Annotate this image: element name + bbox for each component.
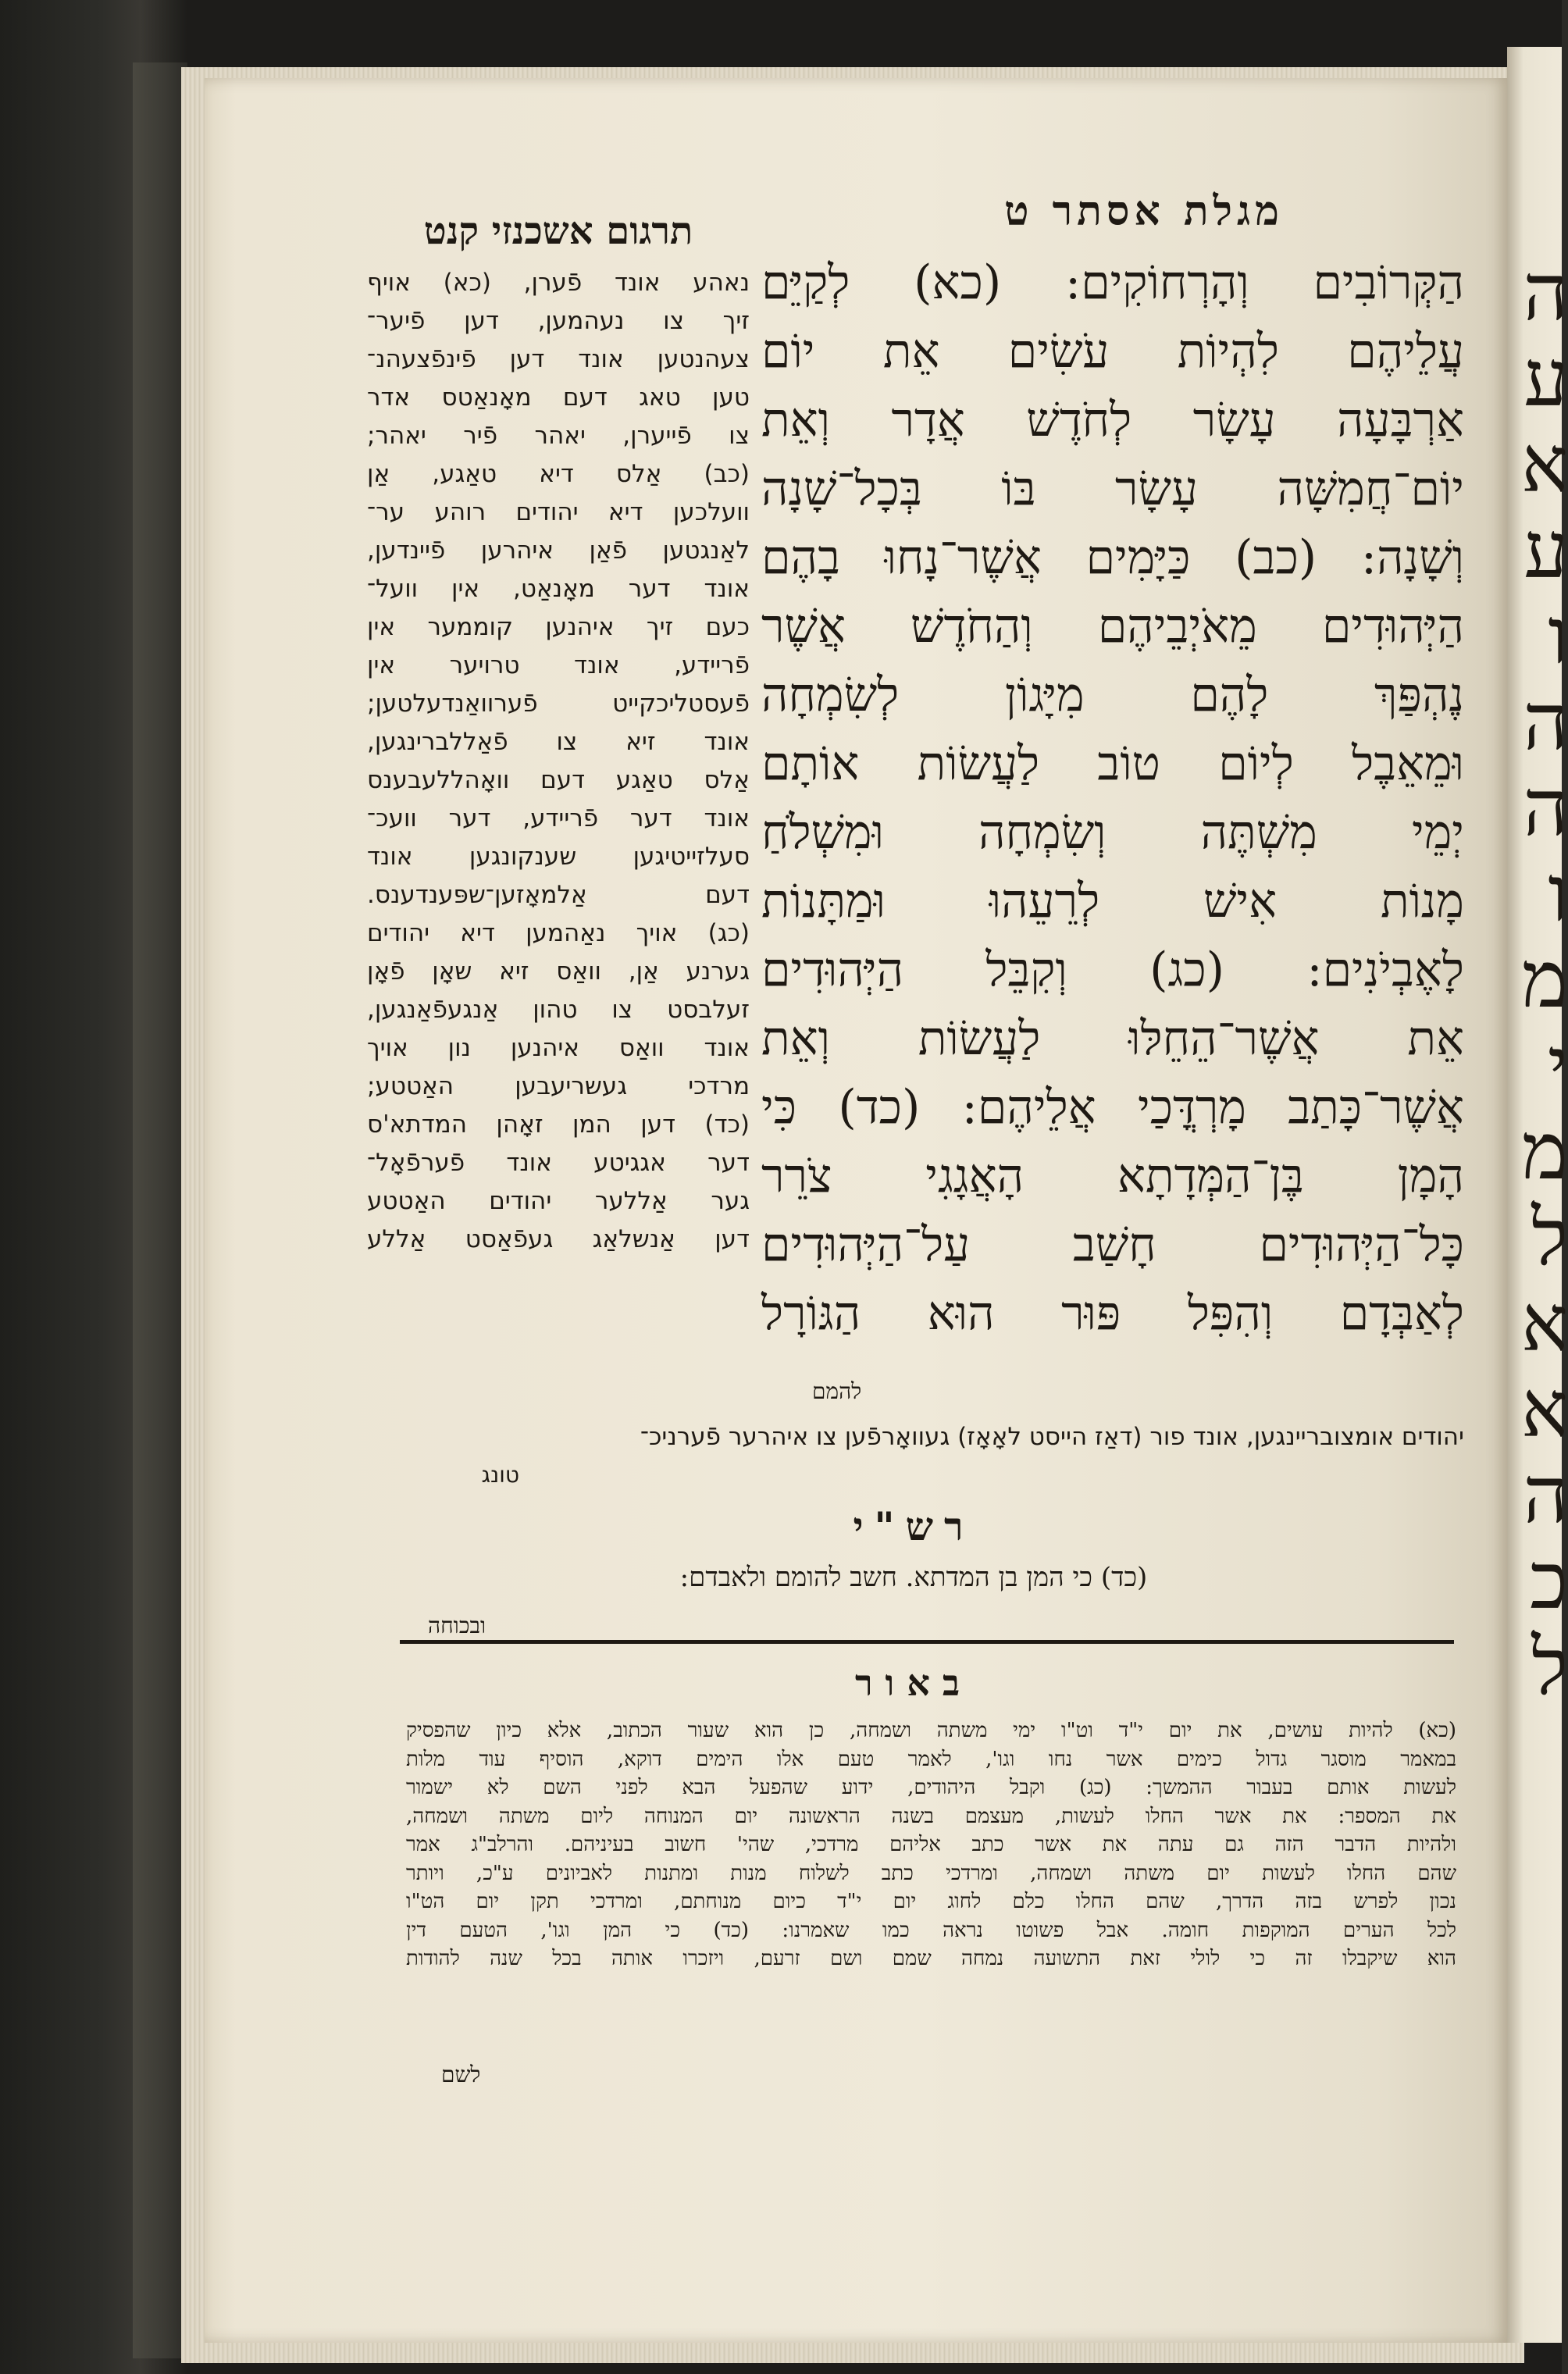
translation-column xyxy=(367,264,750,1259)
main-text-line: אֵת אֲשֶׁר־הֵחֵלּוּ לַעֲשׂוֹת וְאֵת xyxy=(761,1011,1464,1066)
rashi-heading: רש"י xyxy=(853,1503,975,1549)
translation-title: תרגום אשכנזי קנט xyxy=(423,209,693,253)
main-text-line: הַקְּרוֹבִים וְהָרְחוֹקִים: (כא) לְקַיֵּם xyxy=(761,255,1464,310)
translation-line: (כב) אַלס דיא טאַגע, אַן xyxy=(367,460,750,488)
section-divider xyxy=(400,1640,1454,1644)
main-text-line: וּמֵאֵבֶל לְיוֹם טוֹב לַעֲשׂוֹת אוֹתָם xyxy=(761,736,1464,791)
translation-line: אונד זיא צו פֿאַללברינגען, xyxy=(367,728,750,756)
main-text-line: כָּל־הַיְּהוּדִים חָשַׁב עַל־הַיְּהוּדִים xyxy=(761,1217,1464,1272)
biur-line: במאמר מוסגר גדול כימים אשר נחו וגו', לאמר טעם אלו הימים דוקא, הוסיף עוד מלות xyxy=(406,1747,1456,1771)
biur-line: לכל הערים המוקפות חומה. אבל פשוטו נראה כמו שאמרנו: (כד) כי המן וגו', הטעם דין xyxy=(406,1918,1456,1942)
main-text-column xyxy=(761,248,1464,1348)
translation-line: נאהע אונד פֿערן, (כא) אויף xyxy=(367,269,750,297)
main-text-line: נֶהְפַּךְ לָהֶם מִיָּגוֹן לְשִׂמְחָה xyxy=(761,668,1464,722)
translation-line: פֿעסטליכקייט פֿערוואַנדעלטען; xyxy=(367,690,750,718)
main-text-line: יוֹם־חֲמִשָּׁה עָשָׂר בּוֹ בְּכָל־שָׁנָה xyxy=(761,462,1464,516)
translation-line: צעהנטען אונד דען פֿינפֿצעהנ־ xyxy=(367,345,750,373)
translation-line: אונד וואַס איהנען נון אויך xyxy=(367,1034,750,1062)
biur-line: את המספר: את אשר החלו לעשות, מעצמם בשנה הראשונה יום המנוחה ליום משתה ושמחה, xyxy=(406,1804,1456,1828)
translation-line: גער אַללער יהודים האַטטע xyxy=(367,1187,750,1215)
biur-heading: באור xyxy=(854,1662,973,1704)
biur-line: לעשות אותם בעבור ההמשך: (כג) וקבל היהודים, ידוע שהפעל הבא לפני השם לא ישמור xyxy=(406,1776,1456,1799)
rashi-catchword: ובכוחה xyxy=(428,1613,486,1638)
translation-line: זיך צו נעהמען, דען פֿיער־ xyxy=(367,307,750,335)
translation-line: דעם אַלמאָזען־שפּענדענס. xyxy=(367,881,750,909)
translation-line: סעלזייטיגען שענקונגען אונד xyxy=(367,843,750,871)
main-text-line: אֲשֶׁר־כָּתַב מָרְדֳּכַי אֲלֵיהֶם: (כד) כִּי xyxy=(761,1080,1464,1135)
biur-line: ולהיות הדבר הזה גם עתה את אשר כתב אליהם מרדכי, שהי' חשוב בעיניהם. והרלב"ג אמר xyxy=(406,1833,1456,1856)
rashi-commentary: (כד) כי המן בן המדתא. חשב להומם ולאבדם: xyxy=(679,1562,1148,1593)
main-text-line: יְמֵי מִשְׁתֶּה וְשִׂמְחָה וּמִשְׁלֹחַ xyxy=(761,805,1464,860)
translation-line: אונד דער מאָנאַט, אין וועל־ xyxy=(367,575,750,603)
translation-line: דער אגגיטע אונד פֿערפֿאָל־ xyxy=(367,1149,750,1177)
main-catchword: להמם xyxy=(812,1378,862,1404)
translation-line: צו פֿייערן, יאהר פֿיר יאהר; xyxy=(367,422,750,450)
translation-line: טען טאג דעם מאָנאַטס אדר xyxy=(367,383,750,412)
translation-continuation: יהודים אומצובריינגען, אונד פור (דאַז הייסט לאָאָז) געוואָרפֿען צו איהרער פֿערניכ־ xyxy=(640,1423,1464,1451)
translation-line: וועלכען דיא יהודים רוהע ער־ xyxy=(367,498,750,526)
main-text-line: הָמָן בֶּן־הַמְּדָתָא הָאֲגָגִי צֹרֵר xyxy=(761,1149,1464,1203)
translation-line: פֿריידע, אונד טרויער אין xyxy=(367,651,750,679)
page-title: מגלת אסתר ט xyxy=(1004,187,1284,235)
translation-line: זעלבסט צו טהון אַנגעפֿאַנגען, xyxy=(367,996,750,1024)
translation-line: מרדכי געשריעבען האַטטע; xyxy=(367,1072,750,1100)
biur-commentary xyxy=(406,1716,1456,1973)
main-text-line: מָנוֹת אִישׁ לְרֵעֵהוּ וּמַתָּנוֹת xyxy=(761,874,1464,929)
main-text-line: לָאֶבְיֹנִים: (כג) וְקִבֵּל הַיְּהוּדִים xyxy=(761,943,1464,997)
biur-line: נכון לפרש בזה הדרך, שהם החלו כלם לחוג יום י"ד כיום מנוחתם, ומרדכי תקן יום הט"ו xyxy=(406,1890,1456,1913)
biur-catchword: לשם xyxy=(441,2062,481,2087)
translation-line: לאַנגטען פֿאַן איהרען פֿיינדען, xyxy=(367,536,750,565)
main-text-line: לְאַבְּדָם וְהִפִּל פּוּר הוּא הַגּוֹרָל xyxy=(761,1286,1464,1341)
facing-page-text: ה ע א ע ו ה ה ו מ י מ ל א א ה כ ל xyxy=(1520,247,1568,1713)
main-text-line: וְשָׁנָה: (כב) כַּיָּמִים אֲשֶׁר־נָחוּ בָהֶם xyxy=(761,530,1464,585)
translation-line: אַלס טאַגע דעם וואָהללעבענס xyxy=(367,766,750,794)
translation-line: גערנע אַן, וואַס זיא שאָן פֿאָן xyxy=(367,957,750,986)
book-cover-edge xyxy=(133,62,187,2358)
biur-line: שהם החלו לעשות יום משתה ושמחה, ומרדכי כתב לשלוח מנות ומתנות לאביונים ע"כ, ויותר xyxy=(406,1861,1456,1885)
translation-continuation-end: טונג xyxy=(481,1462,519,1488)
main-text-line: הַיְּהוּדִים מֵאֹיְבֵיהֶם וְהַחֹדֶשׁ אֲשֶׁר xyxy=(761,599,1464,654)
biur-line: (כא) להיות עושים, את יום י"ד וט"ו ימי משתה ושמחה, כן הוא שעור הכתוב, אלא כיון שהפסיק xyxy=(406,1719,1456,1742)
translation-line: כעם זיך איהנען קוממער אין xyxy=(367,613,750,641)
main-text-line: עֲלֵיהֶם לִהְיוֹת עֹשִׂים אֵת יוֹם xyxy=(761,324,1464,379)
biur-line: הוא שיקבלו זה כי לולי זאת התשועה נמחה שמם ושם זרעם, ויזכרו אותה בכל שנה להודות xyxy=(406,1947,1456,1970)
translation-line: אונד דער פֿריידע, דער וועכ־ xyxy=(367,804,750,832)
main-text-line: אַרְבָּעָה עָשָׂר לְחֹדֶשׁ אֲדָר וְאֵת xyxy=(761,393,1464,447)
translation-line: דען אַנשלאַג געפֿאַסט אַללע xyxy=(367,1225,750,1253)
translation-line: (כג) אויך נאַהמען דיא יהודים xyxy=(367,919,750,947)
translation-line: (כד) דען המן זאָהן המדתא'ס xyxy=(367,1110,750,1139)
